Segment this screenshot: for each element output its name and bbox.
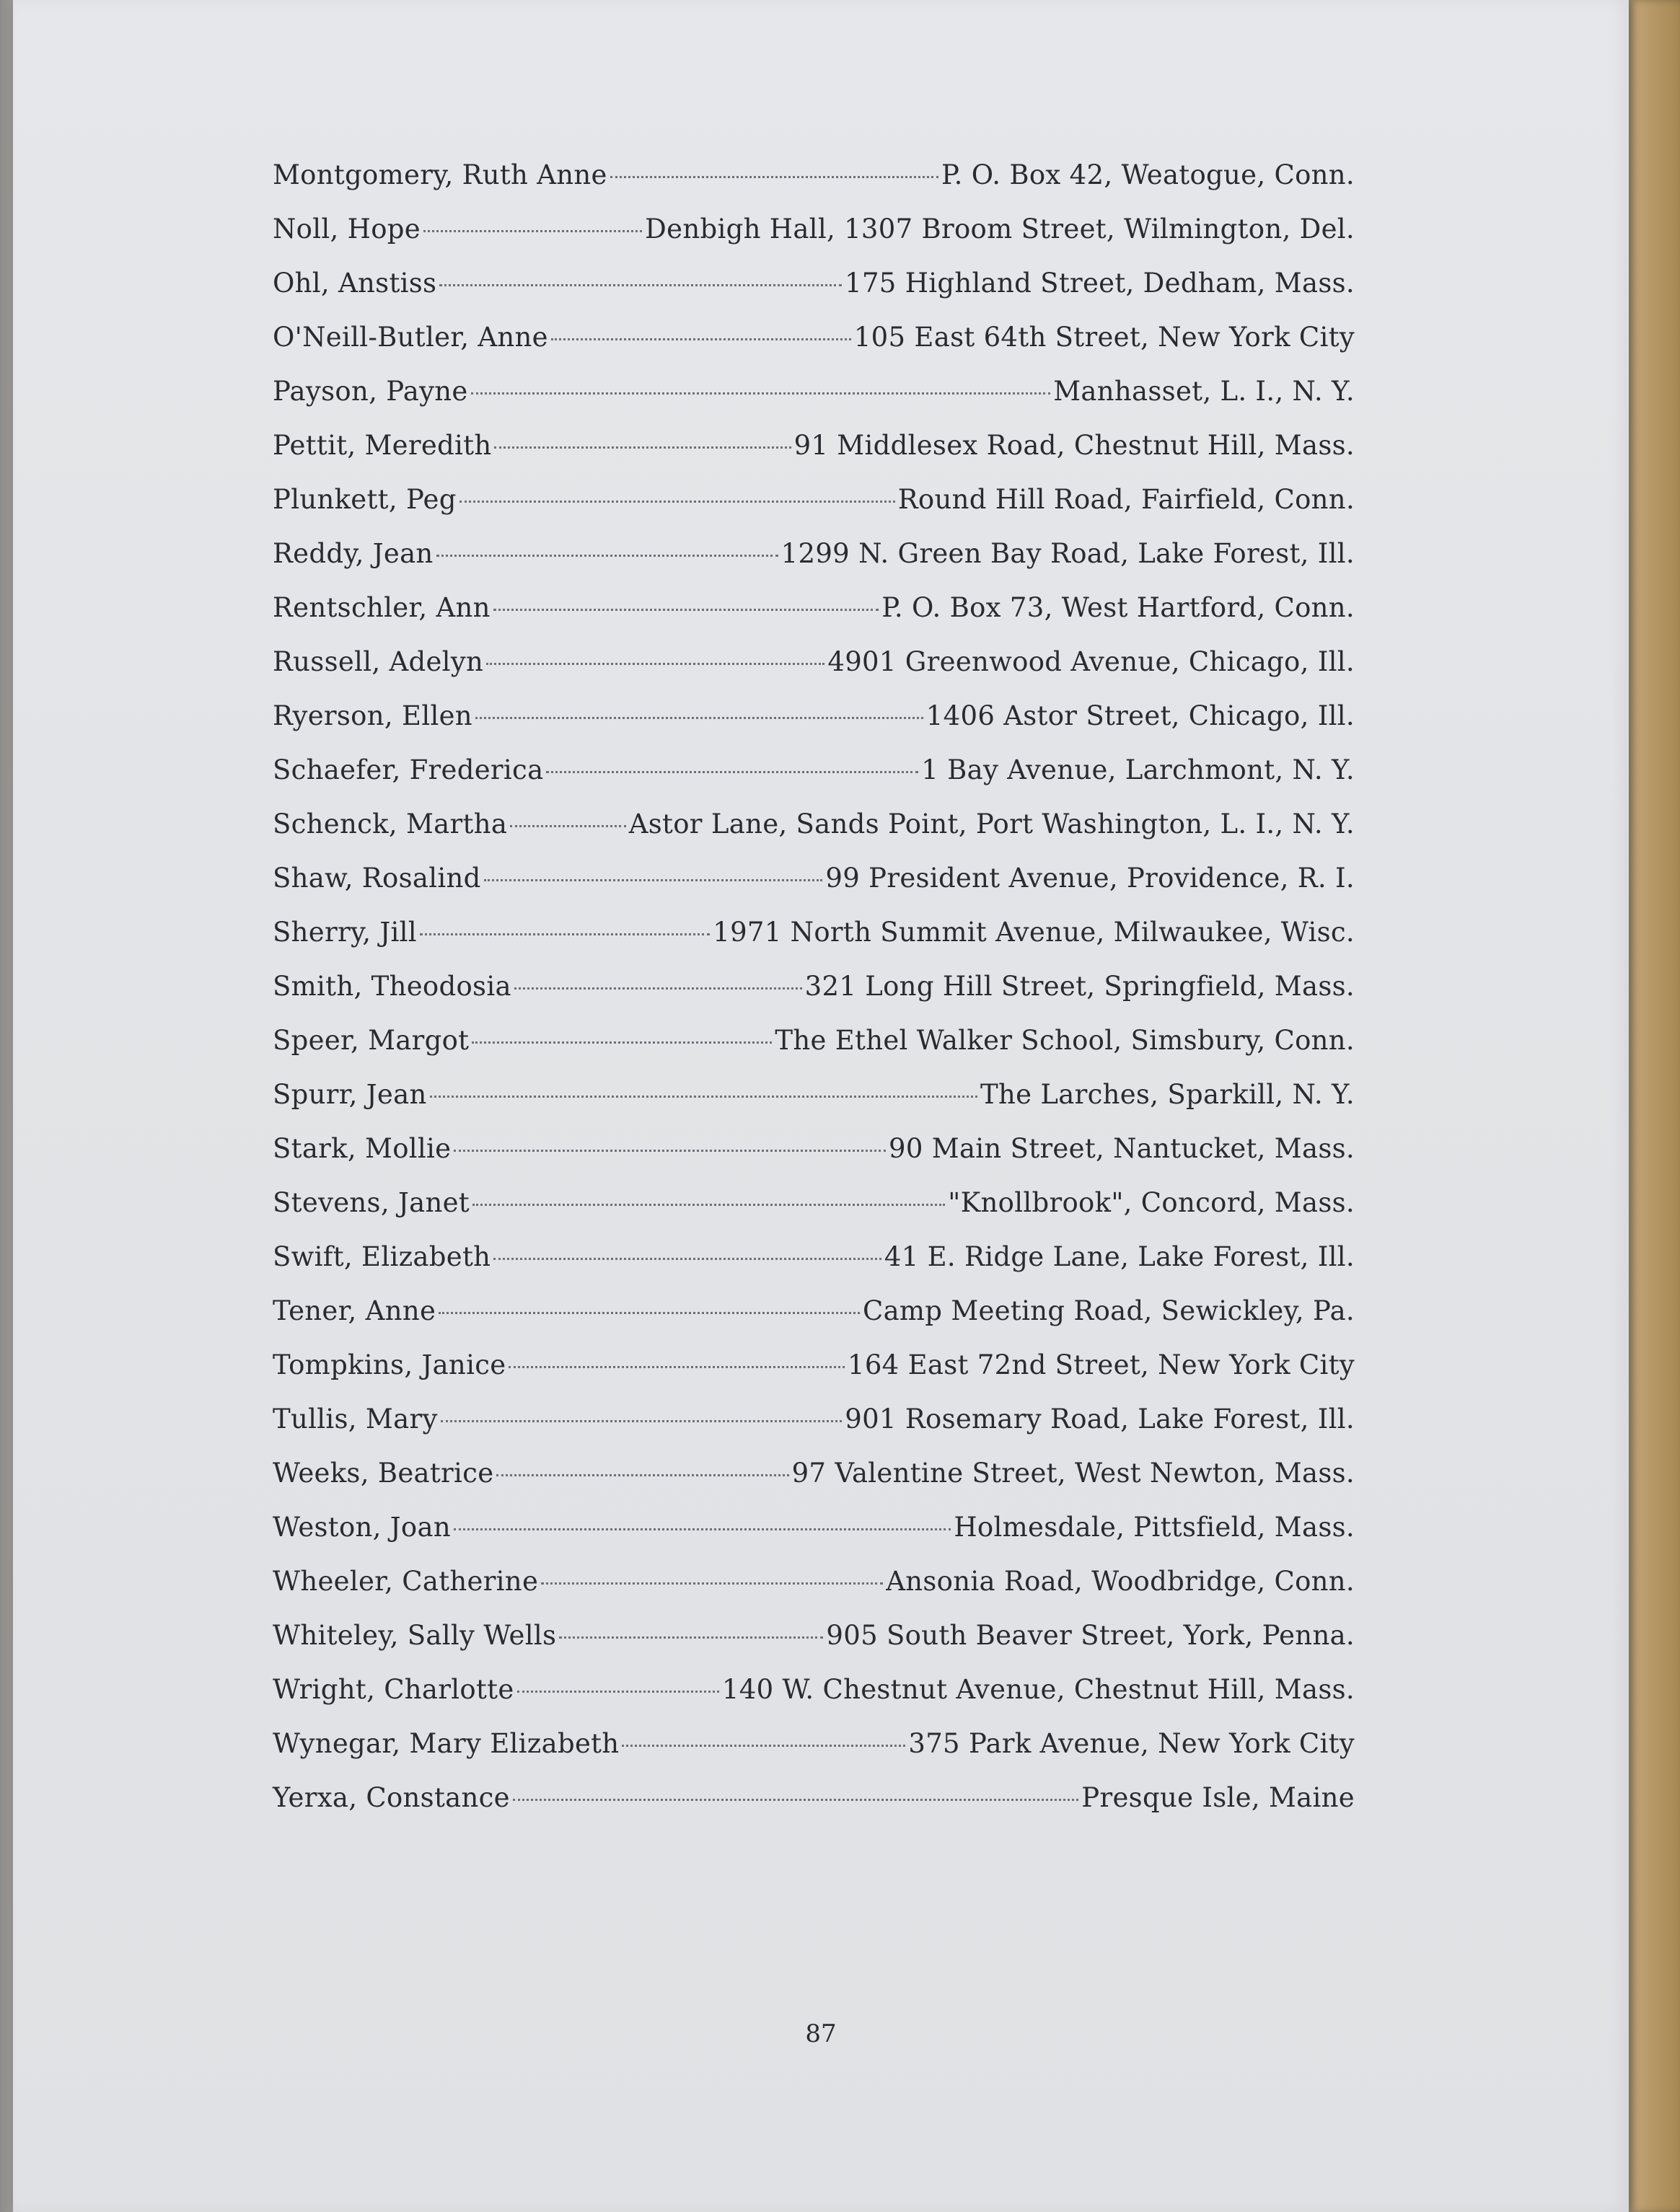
entry-name: Swift, Elizabeth [273, 1241, 491, 1272]
entry-name: Ryerson, Ellen [273, 700, 472, 731]
directory-entry [273, 1446, 1355, 1500]
dot-leader [436, 555, 778, 557]
directory-entry [273, 851, 1355, 905]
dot-leader [496, 1474, 788, 1476]
entry-address: 4901 Greenwood Avenue, Chicago, Ill. [827, 646, 1355, 677]
entry-name: Yerxa, Constance [273, 1782, 510, 1813]
entry-address: 901 Rosemary Road, Lake Forest, Ill. [845, 1404, 1355, 1435]
dot-leader [484, 879, 823, 881]
directory-entry [273, 1392, 1355, 1446]
directory-entry [273, 1284, 1355, 1338]
entry-name: Smith, Theodosia [273, 971, 511, 1002]
entry-name: Wynegar, Mary Elizabeth [273, 1728, 620, 1759]
dot-leader [454, 1150, 886, 1152]
dot-leader [546, 771, 918, 773]
directory-entry [273, 689, 1355, 743]
entry-address: 1 Bay Avenue, Larchmont, N. Y. [921, 754, 1355, 785]
entry-name: Schaefer, Frederica [273, 754, 544, 785]
entry-name: Wheeler, Catherine [273, 1566, 539, 1597]
dot-leader [475, 717, 923, 719]
entry-name: Weston, Joan [273, 1512, 451, 1543]
directory-entry [273, 526, 1355, 581]
directory-entry [273, 1176, 1355, 1230]
entry-name: Spurr, Jean [273, 1079, 427, 1110]
directory-entry [273, 202, 1355, 256]
directory-entry [273, 1662, 1355, 1717]
entry-address: Manhasset, L. I., N. Y. [1053, 376, 1355, 407]
dot-leader [509, 1366, 845, 1368]
dot-leader [486, 663, 824, 665]
directory-entry [273, 1771, 1355, 1825]
entry-name: Stark, Mollie [273, 1133, 452, 1164]
address-directory-list [273, 148, 1355, 1825]
directory-entry [273, 1608, 1355, 1662]
entry-address: P. O. Box 42, Weatogue, Conn. [941, 159, 1355, 190]
directory-entry [273, 364, 1355, 418]
directory-entry [273, 256, 1355, 310]
directory-entry [273, 472, 1355, 526]
dot-leader [439, 284, 842, 286]
dot-leader [622, 1745, 905, 1747]
entry-name: Sherry, Jill [273, 917, 417, 948]
entry-address: Ansonia Road, Woodbridge, Conn. [886, 1566, 1355, 1597]
entry-address: 1406 Astor Street, Chicago, Ill. [925, 700, 1355, 731]
dot-leader [430, 1096, 977, 1098]
dot-leader [441, 1420, 843, 1422]
entry-address: 99 President Avenue, Providence, R. I. [825, 863, 1355, 894]
dot-leader [559, 1636, 823, 1639]
entry-name: Reddy, Jean [273, 538, 434, 569]
entry-address: 164 East 72nd Street, New York City [848, 1349, 1355, 1380]
entry-name: Speer, Margot [273, 1025, 470, 1056]
directory-entry [273, 797, 1355, 851]
directory-entry [273, 1500, 1355, 1554]
dot-leader [541, 1582, 883, 1585]
directory-entry [273, 1554, 1355, 1608]
entry-name: Pettit, Meredith [273, 430, 492, 461]
entry-name: Weeks, Beatrice [273, 1458, 494, 1489]
entry-address: 1971 North Summit Avenue, Milwaukee, Wisc. [713, 917, 1355, 948]
dot-leader [423, 230, 642, 232]
entry-name: Russell, Adelyn [273, 646, 484, 677]
directory-entry [273, 1230, 1355, 1284]
entry-address: 41 E. Ridge Lane, Lake Forest, Ill. [884, 1241, 1355, 1272]
book-page [13, 0, 1629, 2212]
directory-entry [273, 1067, 1355, 1122]
directory-entry [273, 905, 1355, 959]
entry-name: Tullis, Mary [273, 1404, 438, 1435]
entry-address: 97 Valentine Street, West Newton, Mass. [791, 1458, 1355, 1489]
dot-leader [551, 338, 851, 340]
entry-name: Schenck, Martha [273, 808, 508, 840]
dot-leader [494, 446, 791, 449]
entry-name: Montgomery, Ruth Anne [273, 159, 607, 190]
entry-address: 105 East 64th Street, New York City [853, 322, 1355, 353]
entry-name: Plunkett, Peg [273, 484, 457, 515]
dot-leader [454, 1528, 951, 1530]
entry-address: Denbigh Hall, 1307 Broom Street, Wilmington, Del. [645, 213, 1355, 244]
entry-name: Shaw, Rosalind [273, 863, 481, 894]
entry-name: Payson, Payne [273, 376, 468, 407]
entry-address: The Larches, Sparkill, N. Y. [980, 1079, 1355, 1110]
directory-entry [273, 1122, 1355, 1176]
directory-entry [273, 418, 1355, 472]
dot-leader [510, 825, 626, 827]
entry-name: Tener, Anne [273, 1295, 436, 1326]
directory-entry [273, 635, 1355, 689]
entry-name: Whiteley, Sally Wells [273, 1620, 557, 1651]
directory-entry [273, 1717, 1355, 1771]
entry-address: 140 W. Chestnut Avenue, Chestnut Hill, Mass. [721, 1674, 1355, 1705]
entry-name: Tompkins, Janice [273, 1349, 506, 1380]
directory-entry [273, 148, 1355, 202]
dot-leader [472, 1041, 772, 1044]
dot-leader [514, 987, 802, 990]
dot-leader [517, 1691, 719, 1693]
dot-leader [471, 392, 1051, 395]
page-number: 87 [805, 2019, 837, 2048]
entry-name: Stevens, Janet [273, 1187, 470, 1218]
entry-address: Round Hill Road, Fairfield, Conn. [897, 484, 1355, 515]
directory-entry [273, 310, 1355, 364]
dot-leader [459, 501, 895, 503]
entry-address: Astor Lane, Sands Point, Port Washington, L. I., N. Y. [628, 808, 1355, 840]
entry-address: 90 Main Street, Nantucket, Mass. [889, 1133, 1355, 1164]
dot-leader [420, 933, 710, 935]
entry-address: P. O. Box 73, West Hartford, Conn. [881, 592, 1355, 623]
dot-leader [439, 1312, 860, 1314]
entry-address: The Ethel Walker School, Simsbury, Conn. [775, 1025, 1355, 1056]
directory-entry [273, 743, 1355, 797]
entry-name: Rentschler, Ann [273, 592, 491, 623]
directory-entry [273, 581, 1355, 635]
entry-address: Camp Meeting Road, Sewickley, Pa. [862, 1295, 1355, 1326]
entry-address: "Knollbrook", Concord, Mass. [948, 1187, 1355, 1218]
entry-address: 905 South Beaver Street, York, Penna. [826, 1620, 1355, 1651]
entry-name: Ohl, Anstiss [273, 268, 437, 299]
dot-leader [513, 1799, 1078, 1801]
entry-name: Noll, Hope [273, 213, 421, 244]
entry-address: Presque Isle, Maine [1081, 1782, 1355, 1813]
directory-entry [273, 1338, 1355, 1392]
directory-entry [273, 1013, 1355, 1067]
dot-leader [493, 1258, 881, 1260]
entry-address: Holmesdale, Pittsfield, Mass. [954, 1512, 1355, 1543]
entry-name: O'Neill-Butler, Anne [273, 322, 548, 353]
entry-address: 175 Highland Street, Dedham, Mass. [845, 268, 1355, 299]
entry-address: 91 Middlesex Road, Chestnut Hill, Mass. [793, 430, 1355, 461]
dot-leader [493, 609, 879, 611]
dot-leader [610, 176, 938, 178]
entry-address: 375 Park Avenue, New York City [908, 1728, 1355, 1759]
entry-name: Wright, Charlotte [273, 1674, 514, 1705]
dot-leader [472, 1204, 945, 1206]
entry-address: 1299 N. Green Bay Road, Lake Forest, Ill. [780, 538, 1355, 569]
book-cover-edge [1628, 0, 1680, 2212]
entry-address: 321 Long Hill Street, Springfield, Mass. [804, 971, 1355, 1002]
directory-entry [273, 959, 1355, 1013]
